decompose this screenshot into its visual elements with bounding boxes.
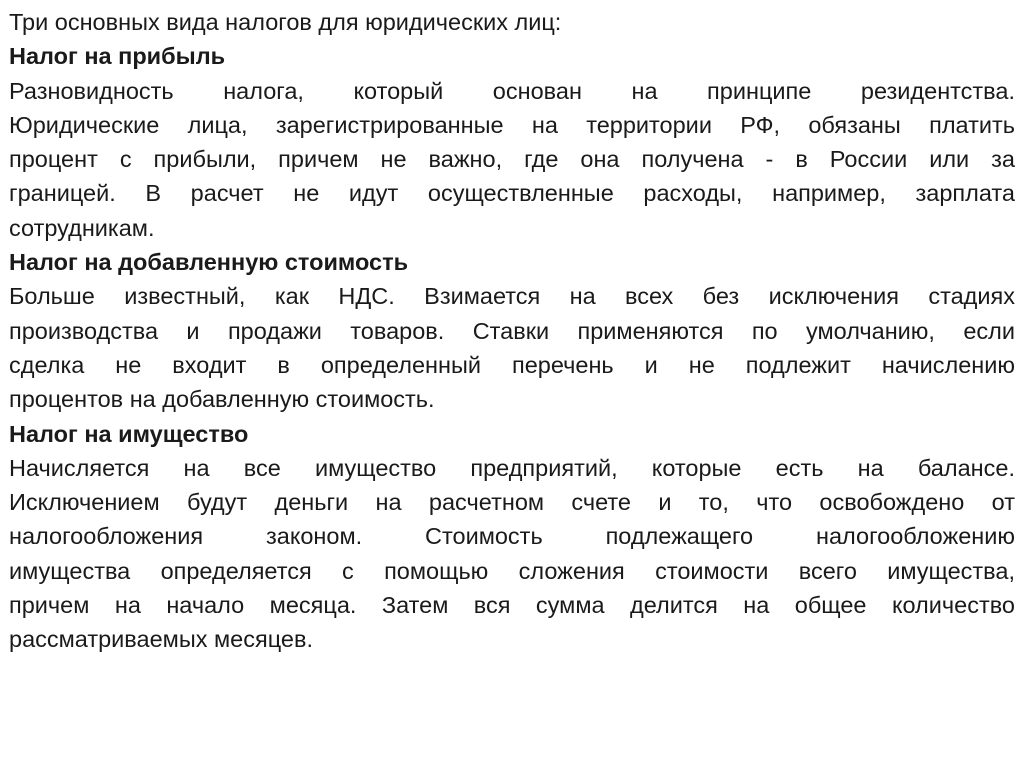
paragraph-line: Исключением будут деньги на расчетном счете и то, что освобождено от xyxy=(9,489,1015,516)
paragraph-line: Юридические лица, зарегистрированные на территории РФ, обязаны платить xyxy=(9,111,1015,138)
paragraph-line: Разновидность налога, который основан на принципе резидентства. xyxy=(9,77,1015,104)
paragraph-line: Больше известный, как НДС. Взимается на всех без исключения стадиях xyxy=(9,283,1015,310)
heading-property-tax: Налог на имущество xyxy=(9,420,249,447)
paragraph-line: налогообложения законом. Стоимость подлежащего налогообложению xyxy=(9,523,1015,550)
heading-profit-tax: Налог на прибыль xyxy=(9,43,226,70)
paragraph-line: причем на начало месяца. Затем вся сумма делится на общее количество xyxy=(9,592,1015,619)
paragraph-line: имущества определяется с помощью сложения стоимости всего имущества, xyxy=(9,557,1015,584)
paragraph-line: Начисляется на все имущество предприятий, которые есть на балансе. xyxy=(9,454,1015,481)
paragraph-line: процент с прибыли, причем не важно, где она получена - в России или за xyxy=(9,146,1015,173)
paragraph-line-last: рассматриваемых месяцев. xyxy=(9,626,313,653)
paragraph-line: границей. В расчет не идут осуществленные расходы, например, зарплата xyxy=(9,180,1015,207)
heading-vat: Налог на добавленную стоимость xyxy=(9,249,409,276)
document-body xyxy=(9,5,1015,657)
intro-text: Три основных вида налогов для юридических лиц: xyxy=(9,9,562,35)
paragraph-line-last: процентов на добавленную стоимость. xyxy=(9,386,435,413)
paragraph-line-last: сотрудникам. xyxy=(9,214,155,241)
paragraph-line: производства и продажи товаров. Ставки применяются по умолчанию, если xyxy=(9,317,1015,344)
paragraph-line: сделка не входит в определенный перечень и не подлежит начислению xyxy=(9,351,1015,378)
